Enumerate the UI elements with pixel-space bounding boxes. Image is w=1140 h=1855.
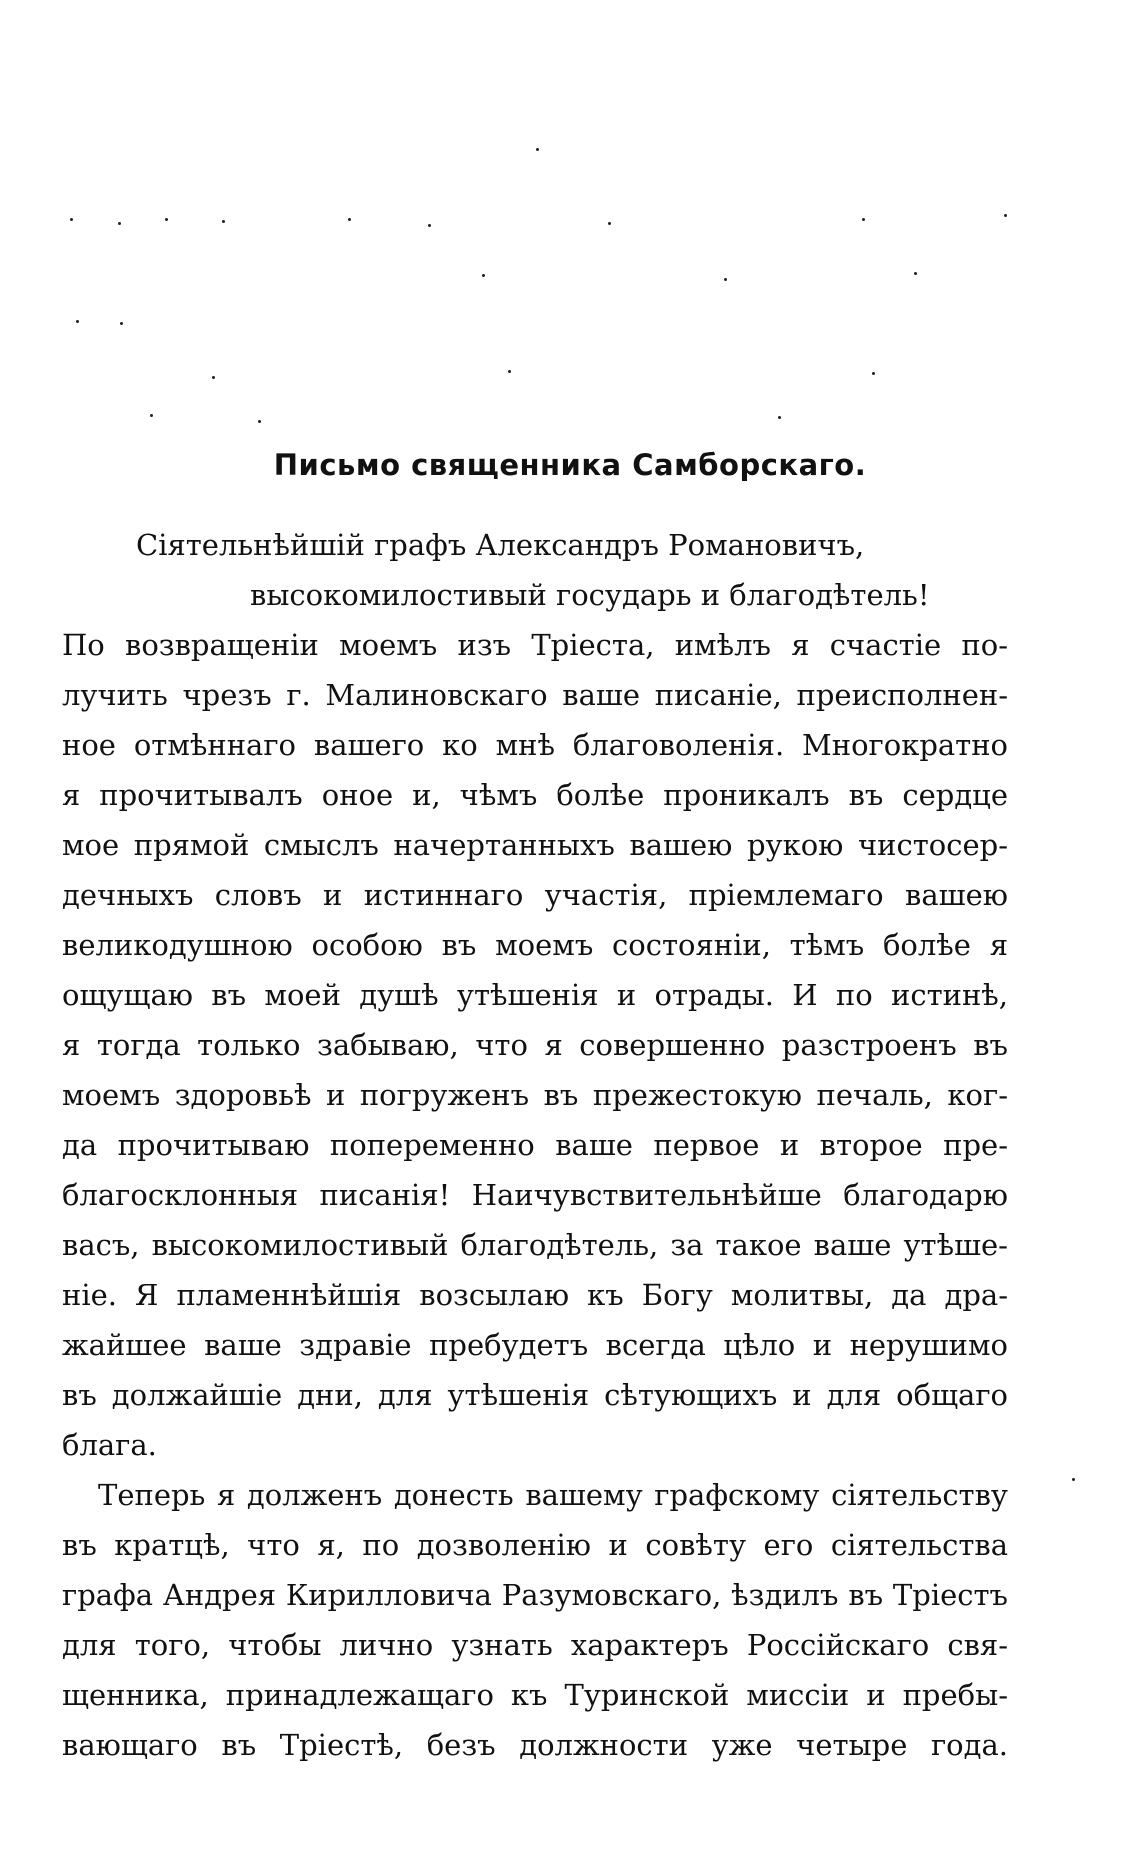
paragraph-1-line: блага.	[62, 1428, 157, 1462]
scan-speck	[118, 222, 121, 225]
paragraph-1-line: я прочитывалъ оное и, чѣмъ болѣе проникалъ въ сердце	[62, 778, 1008, 812]
paragraph-1-line: ніе. Я пламеннѣйшія возсылаю къ Богу молитвы, да дра-	[62, 1278, 1008, 1312]
scan-speck	[348, 218, 351, 221]
paragraph-2-line: графа Андрея Кирилловича Разумовскаго, ѣздилъ въ Тріестъ	[62, 1578, 1008, 1612]
scan-speck	[872, 372, 875, 375]
paragraph-1-line: мое прямой смыслъ начертанныхъ вашею рукою чистосер-	[62, 828, 1008, 862]
paragraph-1-line: я тогда только забываю, что я совершенно разстроенъ въ	[62, 1028, 1008, 1062]
scan-speck	[212, 376, 215, 379]
paragraph-1-line: лучить чрезъ г. Малиновскаго ваше писаніе, преисполнен-	[62, 678, 1008, 712]
paragraph-1-line: дечныхъ словъ и истиннаго участія, пріемлемаго вашею	[62, 878, 1008, 912]
paragraph-1-line: благосклонныя писанія! Наичувствительнѣйше благодарю	[62, 1178, 1008, 1212]
scan-speck	[258, 420, 261, 423]
scan-speck	[536, 148, 539, 151]
scan-speck	[165, 218, 168, 221]
paragraph-1-line: великодушною особою въ моемъ состояніи, тѣмъ болѣе я	[62, 928, 1008, 962]
paragraph-2-line: вающаго въ Тріестѣ, безъ должности уже четыре года.	[62, 1728, 1008, 1762]
scan-speck	[724, 278, 727, 281]
scan-speck	[1004, 214, 1007, 217]
paragraph-1-line: въ должайшіе дни, для утѣшенія сѣтующихъ и для общаго	[62, 1378, 1008, 1412]
scan-speck	[778, 416, 781, 419]
paragraph-1-line: да прочитываю попеременно ваше первое и второе пре-	[62, 1128, 1008, 1162]
paragraph-2-line: Теперь я долженъ донесть вашему графскому сіятельству	[98, 1478, 1008, 1512]
scan-speck	[914, 272, 917, 275]
paragraph-1-line: ное отмѣннаго вашего ко мнѣ благоволенія. Многократно	[62, 728, 1008, 762]
salutation-line-2: высокомилостивый государь и благодѣтель!	[250, 578, 930, 612]
paragraph-1-line: моемъ здоровьѣ и погруженъ въ прежестокую печаль, ког-	[62, 1078, 1008, 1112]
paragraph-1-line: ощущаю въ моей душѣ утѣшенія и отрады. И по истинѣ,	[62, 978, 1008, 1012]
scan-speck	[608, 222, 611, 225]
scan-speck	[70, 218, 73, 221]
scan-speck	[1072, 1478, 1075, 1481]
paragraph-2-line: щенника, принадлежащаго къ Туринской миссіи и пребы-	[62, 1678, 1008, 1712]
paragraph-1-line: По возвращеніи моемъ изъ Тріеста, имѣлъ я счастіе по-	[62, 628, 1008, 662]
scan-speck	[508, 370, 511, 373]
paragraph-2-line: для того, чтобы лично узнать характеръ Россійскаго свя-	[62, 1628, 1008, 1662]
scan-speck	[150, 414, 153, 417]
paragraph-1-line: жайшее ваше здравіе пребудетъ всегда цѣло и нерушимо	[62, 1328, 1008, 1362]
paragraph-1-line: васъ, высокомилостивый благодѣтель, за такое ваше утѣше-	[62, 1228, 1008, 1262]
paragraph-2-line: въ кратцѣ, что я, по дозволенію и совѣту его сіятельства	[62, 1528, 1008, 1562]
scan-speck	[76, 320, 79, 323]
scan-speck	[482, 274, 485, 277]
scan-speck	[428, 224, 431, 227]
scan-speck	[862, 218, 865, 221]
letter-title: Письмо священника Самборскаго.	[273, 448, 867, 482]
salutation-line-1: Сіятельнѣйшій графъ Александръ Романовичъ,	[136, 528, 865, 562]
scan-speck	[222, 220, 225, 223]
scan-speck	[120, 322, 123, 325]
